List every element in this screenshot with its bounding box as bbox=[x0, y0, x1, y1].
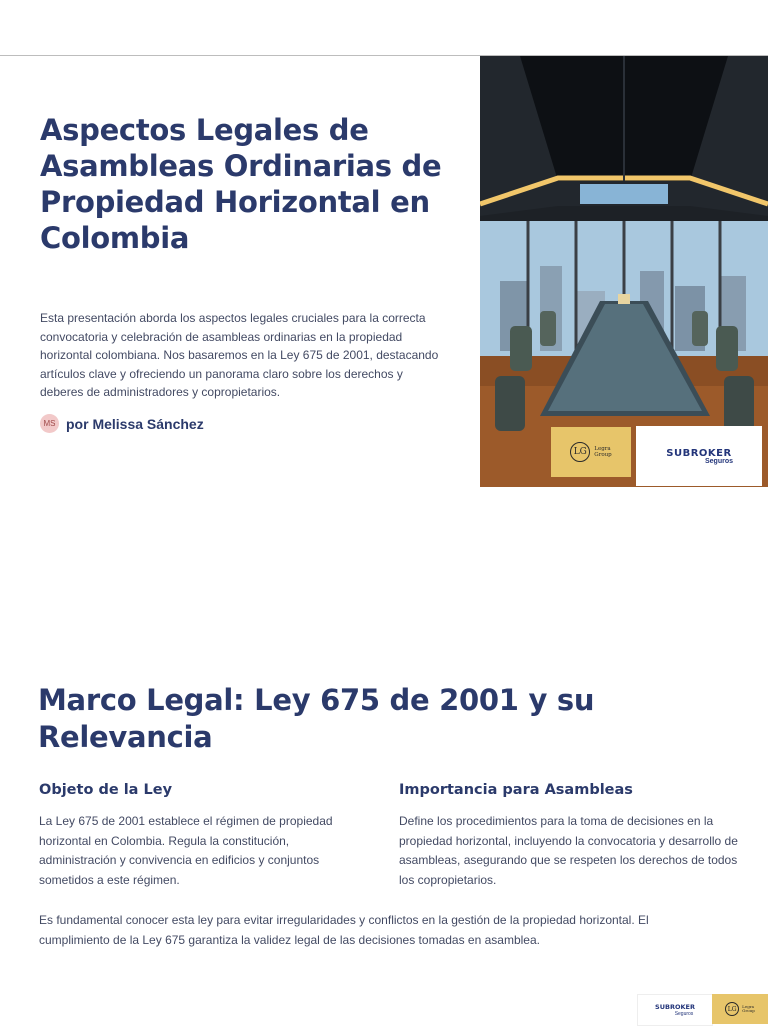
subroker-logo-name: SUBROKER bbox=[666, 447, 732, 459]
author-name: por Melissa Sánchez bbox=[66, 415, 204, 432]
conference-room-illustration bbox=[480, 56, 768, 487]
avatar: MS bbox=[40, 414, 59, 433]
col2-text: Define los procedimientos para la toma de decisiones en la propiedad horizontal, incluyendo la convocatoria y desarrollo de asambleas, asegurando que se respeten los derechos de todos los copropietarios. bbox=[399, 814, 738, 887]
col1-text: La Ley 675 de 2001 establece el régimen de propiedad horizontal en Colombia. Regula la constitución, administración y convivencia en edificios y conjuntos sometidos a este régimen. bbox=[39, 814, 333, 887]
footer-subroker-tag: Seguros bbox=[674, 1011, 694, 1017]
slide1-title: Aspectos Legales de Asambleas Ordinarias de Propiedad Horizontal en Colombia bbox=[40, 113, 442, 255]
slide1-intro: Esta presentación aborda los aspectos legales cruciales para la correcta convocatoria y celebración de asambleas ordinarias en la propiedad horizontal colombiana. Nos basaremos en la Ley 675 de 2001, destacando artículos clave y ofreciendo un panorama claro sobre los derechos y deberes de administradores y copropietarios. bbox=[40, 311, 439, 399]
author-byline bbox=[40, 414, 204, 433]
slide2-title: Marco Legal: Ley 675 de 2001 y su Relevancia bbox=[38, 683, 595, 754]
subroker-logo bbox=[636, 426, 762, 486]
col2-heading: Importancia para Asambleas bbox=[399, 782, 633, 798]
closing-text: Es fundamental conocer esta ley para evitar irregularidades y conflictos en la gestión de la propiedad horizontal. El cumplimiento de la Ley 675 garantiza la validez legal de las decisiones tomadas en asamblea. bbox=[39, 913, 649, 947]
legra-logo-line1: Legra bbox=[594, 446, 611, 452]
subroker-logo-tag: Seguros bbox=[704, 457, 733, 465]
footer-subroker-logo bbox=[637, 994, 713, 1026]
conference-room-photo bbox=[480, 56, 768, 487]
legra-logo-line2: Group bbox=[594, 452, 612, 458]
footer-subroker-name: SUBROKER bbox=[655, 1003, 695, 1011]
footer-legra-mark: LG bbox=[725, 1002, 739, 1016]
footer-legra-line2: Group bbox=[742, 1008, 755, 1013]
footer-legra-logo bbox=[712, 994, 768, 1024]
col1-heading: Objeto de la Ley bbox=[39, 782, 173, 798]
legra-logo-mark: LG bbox=[570, 442, 590, 462]
legra-group-logo bbox=[551, 427, 631, 477]
footer-legra-line1: Legra bbox=[742, 1003, 755, 1009]
